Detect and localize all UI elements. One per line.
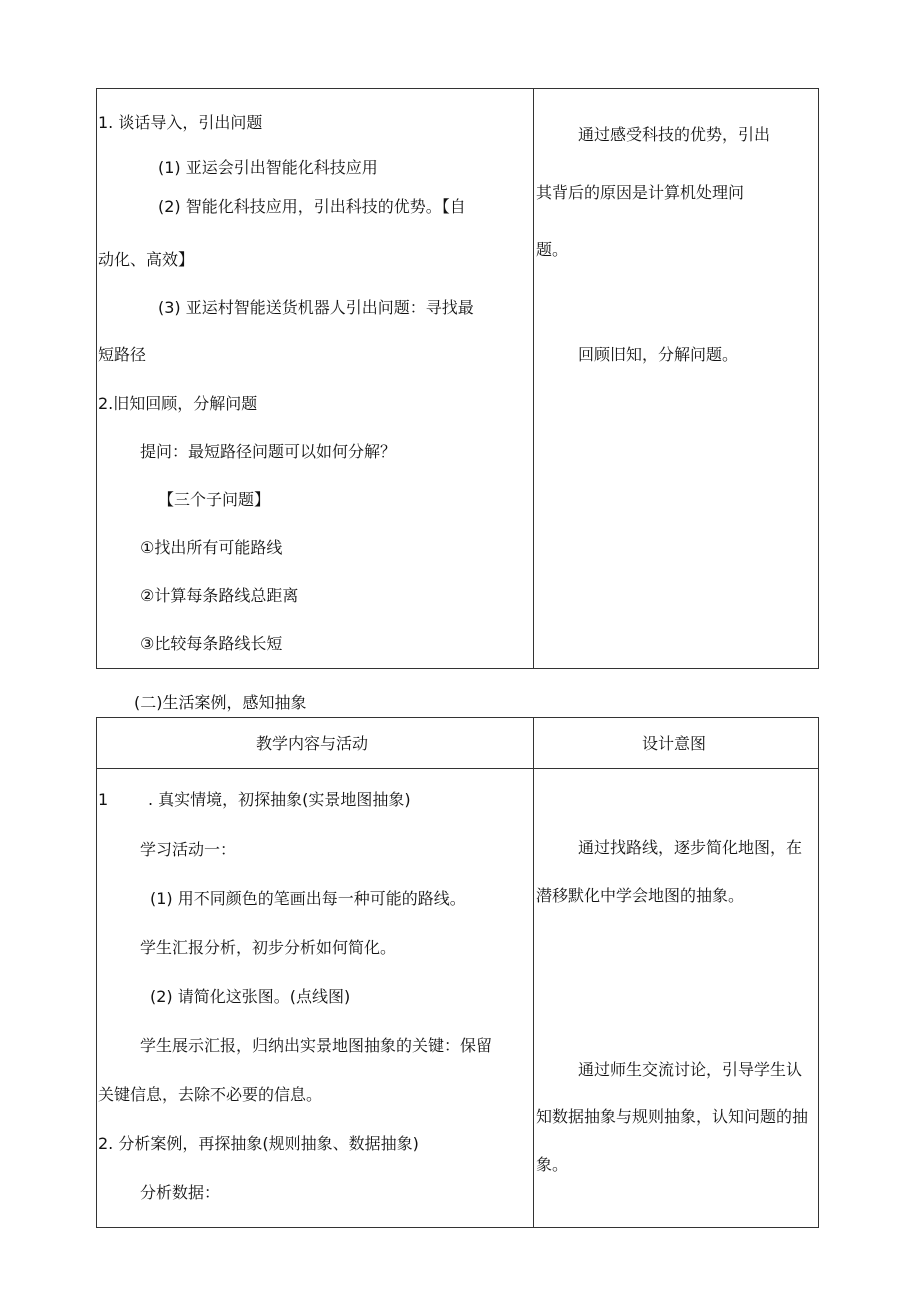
table2-left-line-6: 学生展示汇报，归纳出实景地图抽象的关键：保留 [140, 1036, 493, 1055]
table2-left-line-5: (2) 请简化这张图。(点线图) [150, 987, 351, 1006]
table1-left-line-6: 短路径 [98, 345, 147, 364]
table1-left-line-2: (1) 亚运会引出智能化科技应用 [158, 158, 378, 177]
table2-right-line-1: 通过找路线，逐步简化地图，在 [578, 838, 803, 857]
table1-right-line-1: 通过感受科技的优势，引出 [578, 125, 771, 144]
table2-left-line-8: 2. 分析案例，再探抽象(规则抽象、数据抽象) [98, 1134, 419, 1153]
table2-header-content: 教学内容与活动 [256, 734, 369, 753]
table1-left-line-5: (3) 亚运村智能送货机器人引出问题：寻找最 [158, 298, 474, 317]
table1-left-line-9: 【三个子问题】 [158, 490, 271, 509]
table1-left-line-3: (2) 智能化科技应用，引出科技的优势。【自 [158, 197, 466, 216]
table2-left-line-4: 学生汇报分析，初步分析如何简化。 [140, 938, 397, 957]
table1-right-line-2: 其背后的原因是计算机处理问 [536, 183, 745, 202]
table2-header-intent: 设计意图 [642, 734, 707, 753]
table2-left-line-9: 分析数据： [140, 1183, 221, 1202]
table1-left-line-11: ②计算每条路线总距离 [140, 586, 299, 605]
table2-right-line-4: 知数据抽象与规则抽象，认知问题的抽 [536, 1107, 809, 1126]
section-heading: (二)生活案例，感知抽象 [134, 693, 307, 712]
table2-left-line-2: 学习活动一： [140, 840, 237, 859]
table2-right-line-5: 象。 [536, 1155, 569, 1174]
table1-left-line-12: ③比较每条路线长短 [140, 634, 283, 653]
table2-column-divider [533, 717, 534, 1228]
table2-right-line-2: 潜移默化中学会地图的抽象。 [536, 886, 745, 905]
table1-left-line-4: 动化、高效】 [98, 250, 195, 269]
table2-left-line-1-number: 1 [98, 790, 109, 809]
table1-left-line-10: ①找出所有可能路线 [140, 538, 283, 557]
table2-header-divider [96, 768, 819, 769]
table1-left-line-7: 2.旧知回顾，分解问题 [98, 394, 258, 413]
table2-left-line-1: . 真实情境，初探抽象(实景地图抽象) [148, 790, 411, 809]
table1-right-line-4: 回顾旧知，分解问题。 [578, 345, 739, 364]
table1-right-line-3: 题。 [536, 240, 569, 259]
table2-right-line-3: 通过师生交流讨论，引导学生认 [578, 1060, 803, 1079]
table1-left-line-8: 提问：最短路径问题可以如何分解？ [140, 442, 397, 461]
table1-left-line-1: 1. 谈话导入，引出问题 [98, 113, 263, 132]
table2-left-line-3: (1) 用不同颜色的笔画出每一种可能的路线。 [150, 889, 466, 908]
table2-left-line-7: 关键信息，去除不必要的信息。 [98, 1085, 323, 1104]
table1-column-divider [533, 88, 534, 669]
